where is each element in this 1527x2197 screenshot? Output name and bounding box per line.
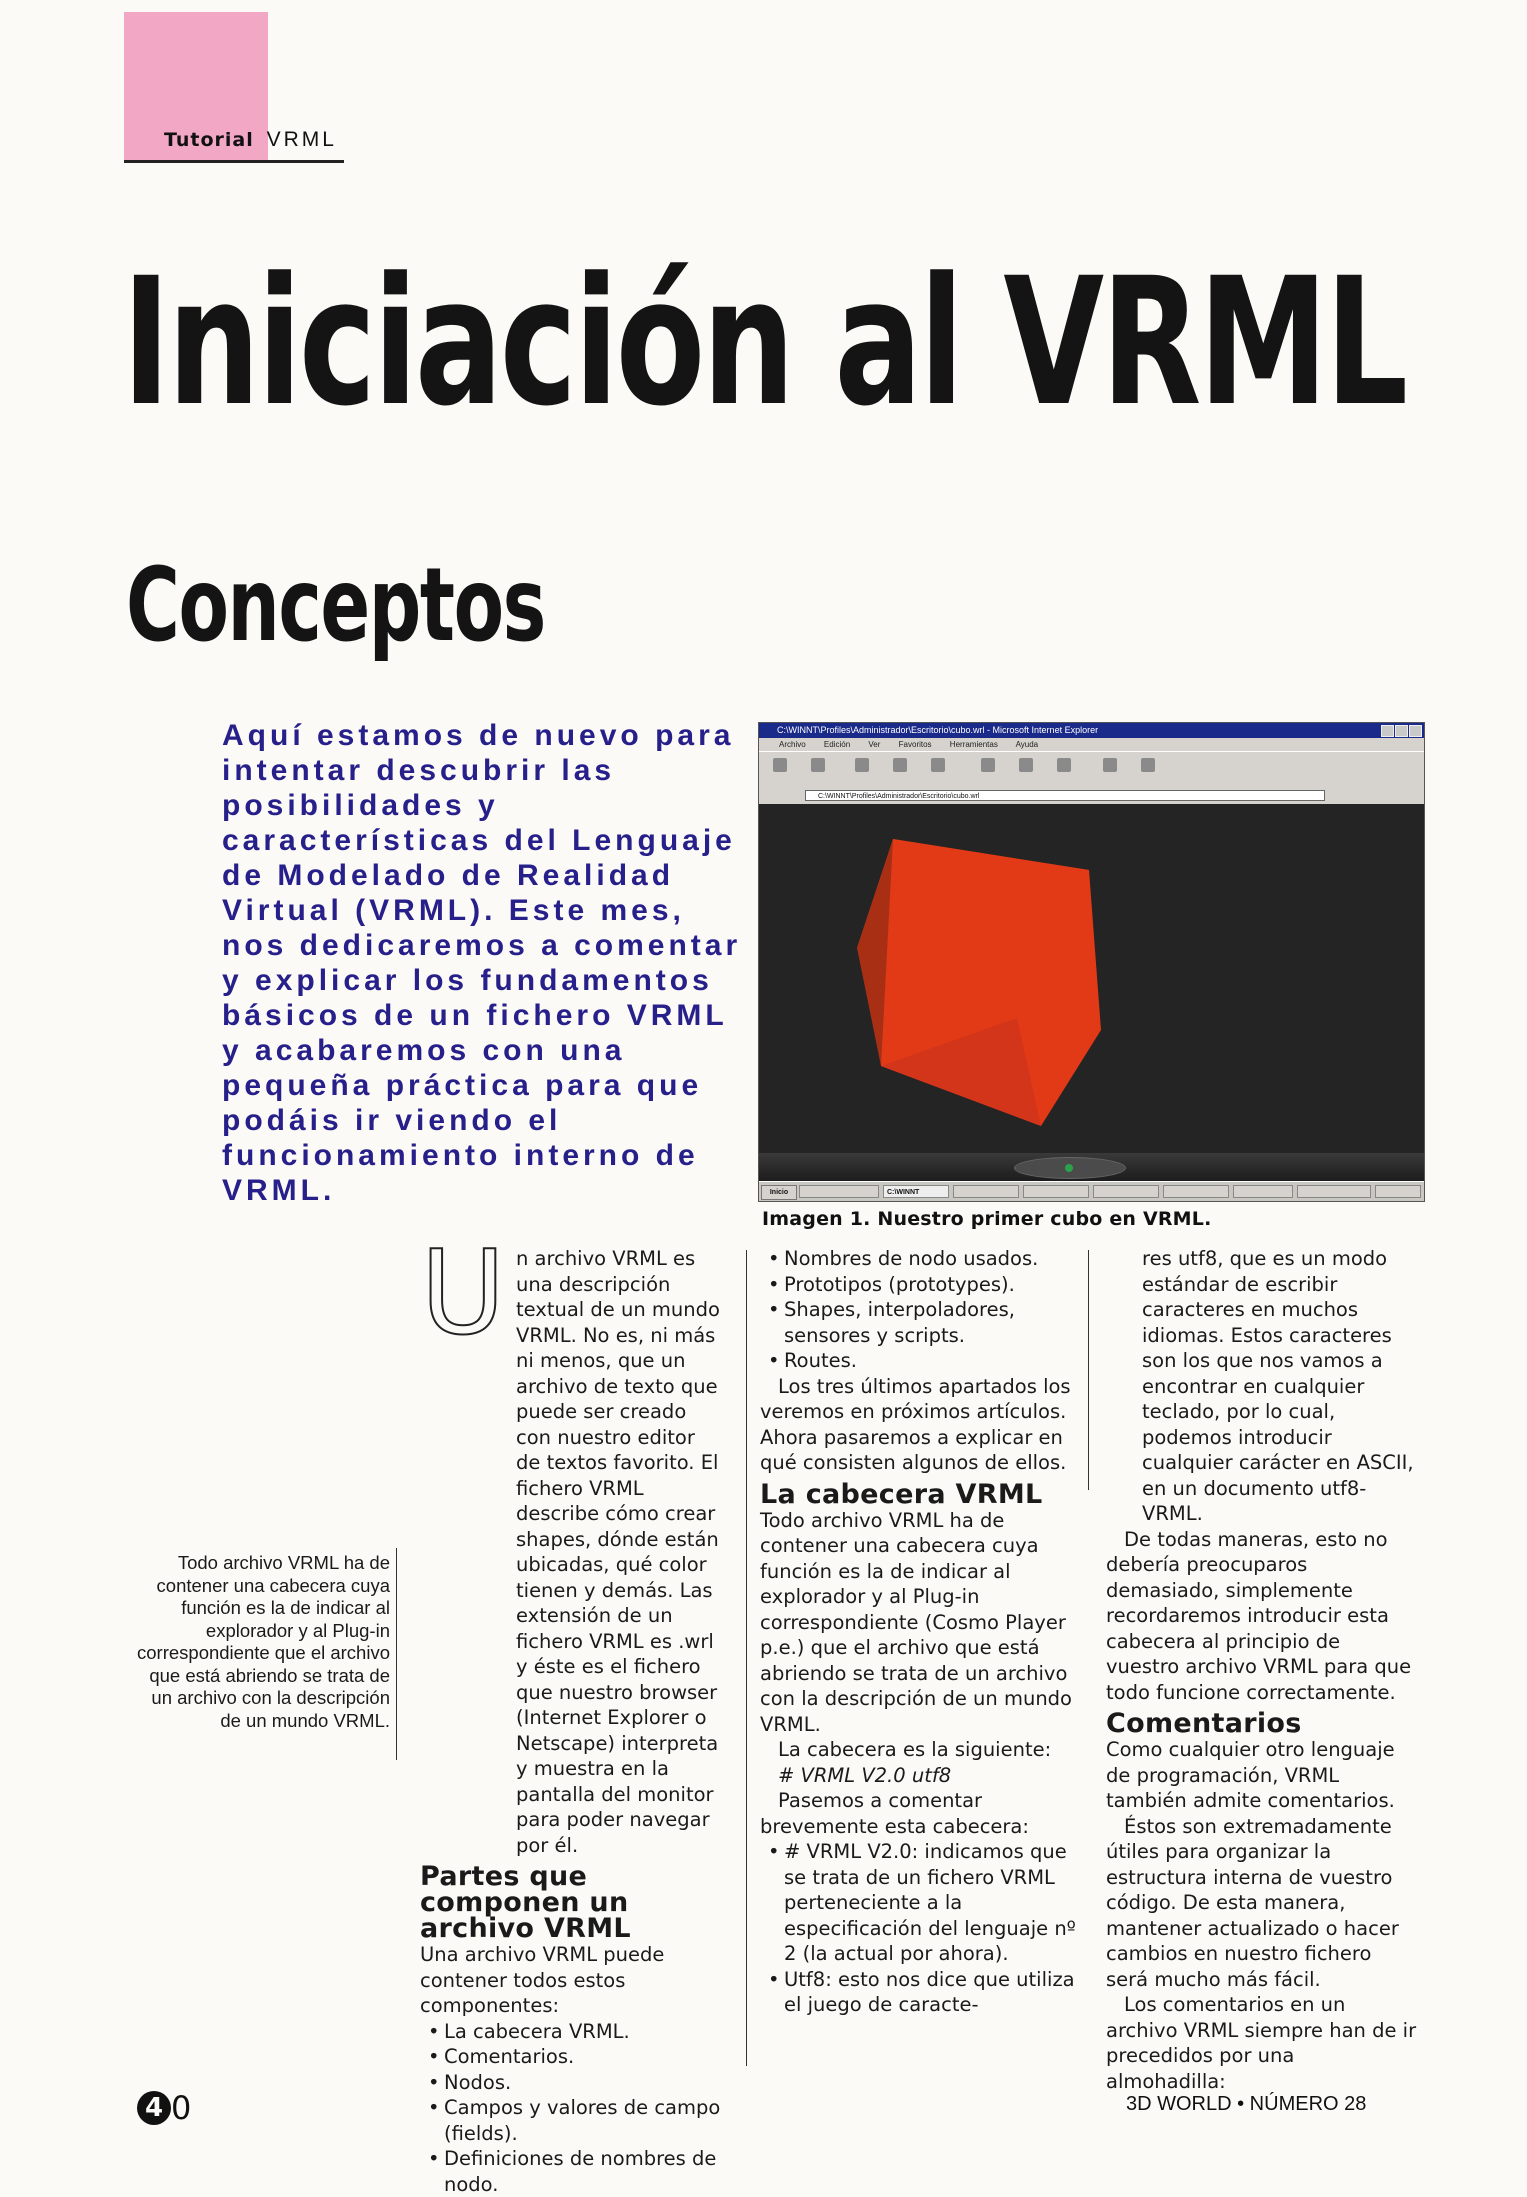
column-rule [746,1250,747,2066]
figure-screenshot [758,722,1425,1202]
component-list-cont [760,1246,1078,1374]
code-line: # VRML V2.0 utf8 [760,1763,1078,1789]
favorites-icon [1019,758,1033,772]
header-section: Tutorial [164,129,254,151]
print-icon [1141,758,1155,772]
body-paragraph: Una archivo VRML puede contener todos estos componentes: [420,1942,722,2019]
component-list [420,2019,722,2197]
start-button: Inicio [761,1185,797,1200]
body-paragraph: Como cualquier otro lenguaje de programación, VRML también admite comentarios. [1106,1737,1418,1814]
vrml-viewport [759,804,1424,1153]
article-title: Iniciación al VRML [122,255,1405,431]
list-item: • Nombres de nodo usados. [760,1246,1078,1272]
history-icon [1057,758,1071,772]
body-paragraph: res utf8, que es un modo estándar de escribir caracteres en muchos idiomas. Estos caracteres son los que nos vamos a encontrar en cualquier teclado, por lo cual, podemos introducir cualquier carácter en ASCII, en un documento utf8-VRML. [1106,1246,1418,1527]
taskbar-item [1093,1185,1159,1198]
note-rule [396,1548,397,1760]
dashboard-indicator [1065,1164,1073,1172]
figure-caption: Imagen 1. Nuestro primer cubo en VRML. [762,1208,1212,1230]
taskbar-item-active: C:\WINNT [883,1185,949,1198]
column-3 [1106,1246,1418,2094]
body-paragraph: Los tres últimos apartados los veremos en próximos artículos. Ahora pasaremos a explicar en qué consisten algunos de ellos. [760,1374,1078,1476]
list-item: • Routes. [760,1348,1078,1374]
back-icon [773,758,787,772]
menu-item: Ayuda [1016,740,1039,749]
window-buttons [1381,725,1422,737]
search-icon [981,758,995,772]
cube-render [759,804,1424,1153]
menu-item: Herramientas [950,740,998,749]
browser-title: C:\WINNT\Profiles\Administrador\Escritorio\cubo.wrl - Microsoft Internet Explorer [777,725,1098,735]
list-item: • Definiciones de nombres de nodo. [420,2146,722,2197]
browser-menubar [759,738,1424,751]
heading-cabecera: La cabecera VRML [760,1482,1078,1508]
page-number-circle: 4 [137,2091,171,2125]
column-1 [420,1246,722,2197]
taskbar-item [1023,1185,1089,1198]
column-rule [1088,1250,1089,1490]
body-paragraph: Éstos son extremadamente útiles para organizar la estructura interna de vuestro código. De esta manera, mantener actualizado o hacer cambios en nuestro fichero será mucho más fácil. [1106,1814,1418,1993]
home-icon [931,758,945,772]
article-subtitle: Conceptos [126,555,545,657]
body-paragraph: De todas maneras, esto no debería preocuparos demasiado, simplemente recordaremos introducir esta cabecera al principio de vuestro archivo VRML para que todo funcione correctamente. [1106,1527,1418,1706]
taskbar-item [1297,1185,1371,1198]
list-item: • Campos y valores de campo (fields). [420,2095,722,2146]
list-item: • Shapes, interpoladores, sensores y scripts. [760,1297,1078,1348]
list-item: • Nodos. [420,2070,722,2096]
menu-item: Favoritos [899,740,932,749]
heading-comentarios: Comentarios [1106,1711,1418,1737]
browser-toolbar [759,751,1424,788]
body-paragraph: n archivo VRML es una descripción textual de un mundo VRML. No es, ni más ni menos, que un archivo de texto que puede ser creado con nuestro editor de textos favorito. El fichero VRML describe cómo crear shapes, dónde están ubicadas, qué color tienen y demás. Las extensión de un fichero VRML es .wrl y éste es el fichero que nuestro browser (Internet Explorer o Netscape) interpreta y muestra en la pantalla del monitor para poder navegar por él. [516,1246,722,1858]
list-item: • Prototipos (prototypes). [760,1272,1078,1298]
publication-footer: 3D WORLD • NÚMERO 28 [1126,2093,1366,2116]
list-item: • # VRML V2.0: indicamos que se trata de un fichero VRML perteneciente a la especificación del lenguaje nº 2 (la actual por ahora). [760,1839,1078,1967]
header-rule [124,160,344,163]
drop-cap: U [420,1246,506,1346]
taskbar-item [953,1185,1019,1198]
taskbar-item [1163,1185,1229,1198]
taskbar-item [799,1185,879,1198]
body-paragraph: Los comentarios en un archivo VRML siempre han de ir precedidos por una almohadilla: [1106,1992,1418,2094]
column-2 [760,1246,1078,2018]
intro-paragraph: Aquí estamos de nuevo para intentar descubrir las posibilidades y características del Lenguaje de Modelado de Realidad Virtual (VRML). Este mes, nos dedicaremos a comentar y explicar los fundamentos básicos de un fichero VRML y acabaremos con una pequeña práctica para que podáis ir viendo el funcionamiento interno de VRML. [222,718,742,1208]
page-number [137,2087,191,2127]
taskbar-item [1233,1185,1293,1198]
address-field: C:\WINNT\Profiles\Administrador\Escritorio\cubo.wrl [805,790,1325,801]
page-number-digit: 0 [171,2089,191,2127]
body-paragraph: Todo archivo VRML ha de contener una cabecera cuya función es la de indicar al explorador y al Plug-in correspondiente (Cosmo Player p.e.) que el archivo que está abriendo se trata de un archivo con la descripción de un mundo VRML. [760,1508,1078,1738]
opening-paragraph [420,1246,722,1858]
address-bar [759,788,1424,804]
body-paragraph: La cabecera es la siguiente: [760,1737,1078,1763]
header-explanation-list [760,1839,1078,2018]
refresh-icon [893,758,907,772]
list-item: • La cabecera VRML. [420,2019,722,2045]
menu-item: Archivo [779,740,806,749]
heading-partes: Partes que componen un archivo VRML [420,1864,722,1942]
menu-item: Ver [868,740,880,749]
list-item: • Comentarios. [420,2044,722,2070]
body-paragraph: Pasemos a comentar brevemente esta cabecera: [760,1788,1078,1839]
taskbar-clock [1375,1185,1421,1198]
windows-taskbar [759,1181,1424,1202]
running-header [164,128,337,152]
cosmo-player-dashboard [759,1153,1424,1181]
header-topic: VRML [267,128,337,151]
sidebar-note: Todo archivo VRML ha de contener una cabecera cuya función es la de indicar al explorador y al Plug-in correspondiente que el archivo que está abriendo se trata de un archivo con la descripción de un mundo VRML. [128,1552,390,1732]
mail-icon [1103,758,1117,772]
stop-icon [855,758,869,772]
browser-titlebar [759,723,1424,738]
list-item: • Utf8: esto nos dice que utiliza el juego de caracte- [760,1967,1078,2018]
menu-item: Edición [824,740,850,749]
forward-icon [811,758,825,772]
